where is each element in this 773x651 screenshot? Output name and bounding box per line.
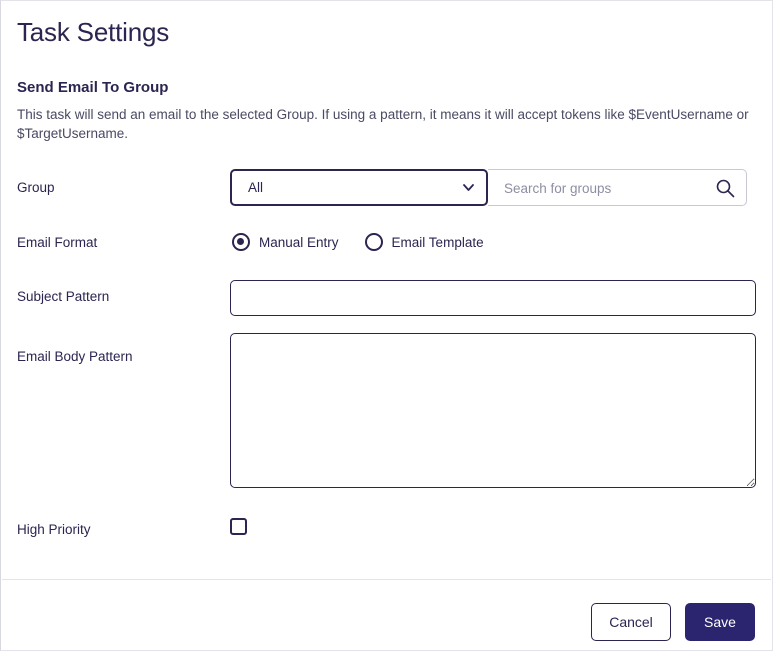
high-priority-checkbox[interactable] <box>230 518 247 535</box>
email-format-radio-group <box>232 233 510 251</box>
radio-manual-entry-label: Manual Entry <box>259 234 339 250</box>
group-row <box>1 161 773 217</box>
radio-email-template[interactable] <box>365 233 484 251</box>
section-title: Send Email To Group <box>17 79 169 96</box>
radio-manual-entry-circle[interactable] <box>232 233 250 251</box>
radio-email-template-circle[interactable] <box>365 233 383 251</box>
email-body-pattern-textarea[interactable] <box>230 333 756 488</box>
subject-pattern-label: Subject Pattern <box>17 289 110 304</box>
group-search-input[interactable] <box>502 170 706 207</box>
email-format-label: Email Format <box>17 235 98 250</box>
group-select-value: All <box>248 180 264 195</box>
high-priority-row <box>1 500 773 560</box>
group-select[interactable] <box>230 169 488 206</box>
radio-email-template-label: Email Template <box>391 234 484 250</box>
high-priority-label: High Priority <box>17 522 91 537</box>
subject-pattern-row <box>1 271 773 324</box>
footer-divider <box>2 579 771 580</box>
radio-manual-entry[interactable] <box>232 233 339 251</box>
footer-actions <box>591 603 755 641</box>
search-icon[interactable] <box>715 178 735 198</box>
email-body-pattern-label: Email Body Pattern <box>17 349 133 364</box>
group-label: Group <box>17 180 55 195</box>
save-button[interactable]: Save <box>685 603 755 641</box>
chevron-down-icon <box>463 184 474 191</box>
email-format-row <box>1 217 773 271</box>
group-search-wrapper <box>488 169 747 206</box>
page-title: Task Settings <box>17 17 170 47</box>
section-description: This task will send an email to the selected Group. If using a pattern, it means it will accept tokens like $EventUsername or $TargetUsername. <box>17 107 749 141</box>
email-body-pattern-row <box>1 324 773 500</box>
subject-pattern-input[interactable] <box>230 280 756 316</box>
settings-form <box>1 161 773 560</box>
cancel-button[interactable]: Cancel <box>591 603 671 641</box>
